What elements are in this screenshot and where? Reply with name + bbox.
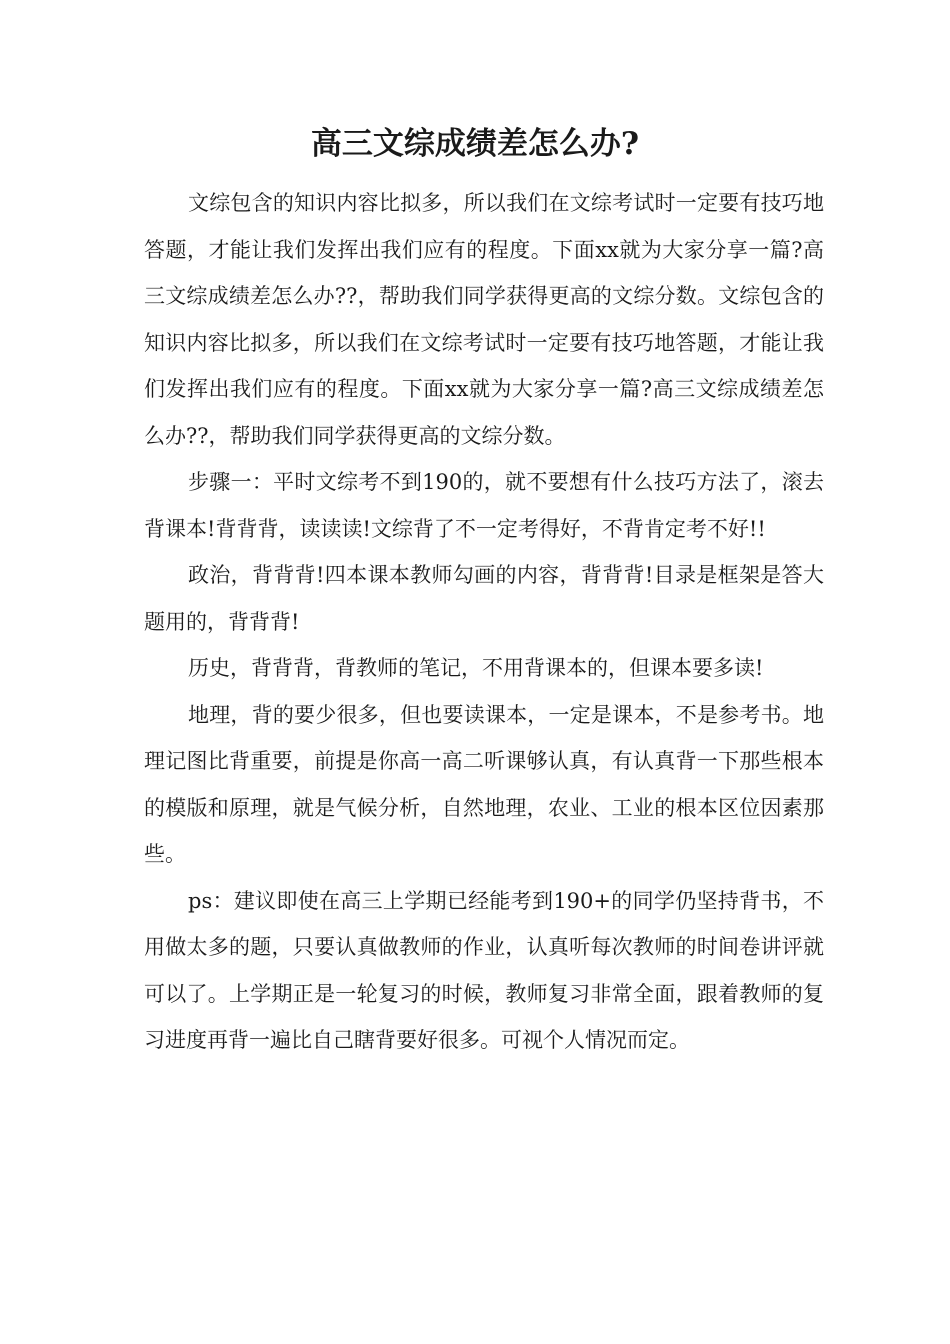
document-body (144, 180, 824, 1064)
paragraph-history: 历史，背背背，背教师的笔记，不用背课本的，但课本要多读! (188, 656, 764, 680)
paragraph-step-one: 步骤一：平时文综考不到190的，就不要想有什么技巧方法了，滚去背课本!背背背，读读读!文综背了不一定考得好，不背肯定考不好!! (144, 470, 824, 541)
paragraph-ps: ps：建议即使在高三上学期已经能考到190+的同学仍坚持背书，不用做太多的题，只要认真做教师的作业，认真听每次教师的时间卷讲评就可以了。上学期正是一轮复习的时候，教师复习非常全面，跟着教师的复习进度再背一遍比自己瞎背要好很多。可视个人情况而定。 (144, 888, 824, 1052)
paragraph-intro: 文综包含的知识内容比拟多，所以我们在文综考试时一定要有技巧地答题，才能让我们发挥出我们应有的程度。下面xx就为大家分享一篇?高三文综成绩差怎么办??，帮助我们同学获得更高的文综分数。文综包含的知识内容比拟多，所以我们在文综考试时一定要有技巧地答题，才能让我们发挥出我们应有的程度。下面xx就为大家分享一篇?高三文综成绩差怎么办??，帮助我们同学获得更高的文综分数。 (144, 191, 824, 448)
paragraph-politics: 政治，背背背!四本课本教师勾画的内容，背背背!目录是框架是答大题用的，背背背! (144, 563, 824, 634)
paragraph-geography: 地理，背的要少很多，但也要读课本，一定是课本，不是参考书。地理记图比背重要，前提是你高一高二听课够认真，有认真背一下那些根本的模版和原理，就是气候分析，自然地理，农业、工业的根本区位因素那些。 (144, 702, 824, 866)
document-title: 高三文综成绩差怎么办? (310, 126, 640, 162)
